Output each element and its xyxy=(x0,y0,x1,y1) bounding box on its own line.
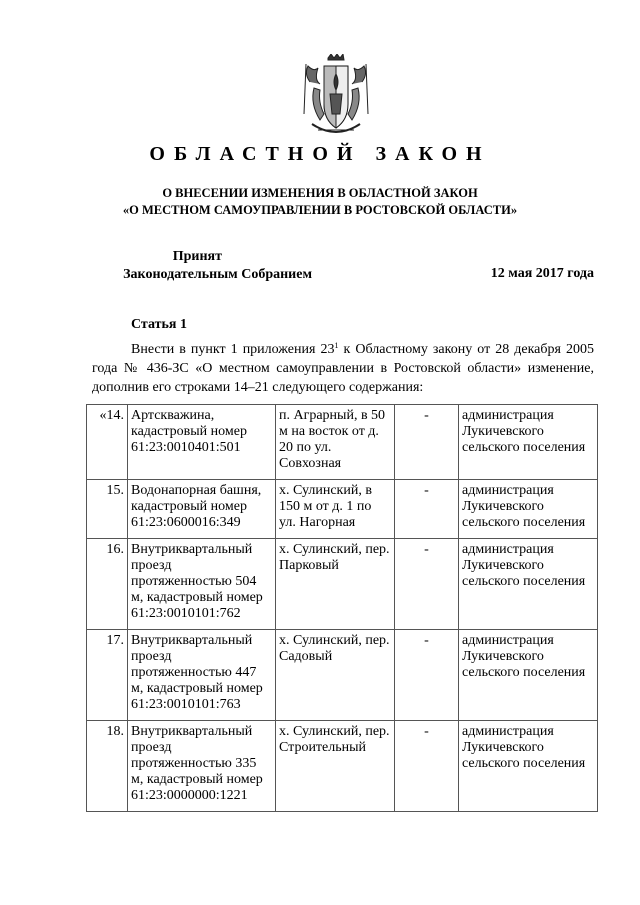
location-cell: п. Аграрный, в 50 м на восток от д. 20 по ул. Совхозная xyxy=(276,405,395,480)
organization-cell: администрация Лукичевского сельского поселения xyxy=(459,721,598,812)
document-title: ОБЛАСТНОЙ ЗАКОН xyxy=(149,143,491,165)
table-row xyxy=(87,405,598,480)
paragraph-superscript: 1 xyxy=(334,341,339,350)
location-cell: х. Сулинский, в 150 м от д. 1 по ул. Нагорная xyxy=(276,480,395,539)
dash-cell: - xyxy=(395,405,459,480)
row-number: «14. xyxy=(87,405,128,480)
row-number: 18. xyxy=(87,721,128,812)
paragraph-text-1: Внести в пункт 1 приложения 23 xyxy=(131,342,335,357)
row-number: 16. xyxy=(87,539,128,630)
dash-cell: - xyxy=(395,480,459,539)
location-cell: х. Сулинский, пер. Парковый xyxy=(276,539,395,630)
table-row xyxy=(87,539,598,630)
coat-of-arms-icon xyxy=(300,54,372,142)
dash-cell: - xyxy=(395,630,459,721)
location-cell: х. Сулинский, пер. Строительный xyxy=(276,721,395,812)
location-cell: х. Сулинский, пер. Садовый xyxy=(276,630,395,721)
article-paragraph xyxy=(92,340,594,397)
object-cell: Внутриквартальный проезд протяженностью 335 м, кадастровый номер 61:23:0000000:1221 xyxy=(128,721,276,812)
table-row xyxy=(87,480,598,539)
table-row xyxy=(87,721,598,812)
amendment-table xyxy=(86,404,598,812)
document-subtitle-line1: О ВНЕСЕНИИ ИЗМЕНЕНИЯ В ОБЛАСТНОЙ ЗАКОН xyxy=(162,186,478,200)
document-subtitle-line2: «О МЕСТНОМ САМОУПРАВЛЕНИИ В РОСТОВСКОЙ ОБЛАСТИ» xyxy=(122,203,518,217)
adoption-date: 12 мая 2017 года xyxy=(490,266,594,281)
adoption-block xyxy=(92,248,312,284)
paragraph-text-2: к Областному закону от 28 декабря 2005 года № 436-ЗС «О местном самоуправлении в Ростовской области» изменение, дополнив его строками 14–21 следующего содержания: xyxy=(92,342,594,395)
organization-cell: администрация Лукичевского сельского поселения xyxy=(459,405,598,480)
object-cell: Водонапорная башня, кадастровый номер 61:23:0600016:349 xyxy=(128,480,276,539)
object-cell: Внутриквартальный проезд протяженностью 504 м, кадастровый номер 61:23:0010101:762 xyxy=(128,539,276,630)
table-row xyxy=(87,630,598,721)
adopted-by: Законодательным Собранием xyxy=(123,267,312,282)
object-cell: Внутриквартальный проезд протяженностью 447 м, кадастровый номер 61:23:0010101:763 xyxy=(128,630,276,721)
organization-cell: администрация Лукичевского сельского поселения xyxy=(459,480,598,539)
article-title: Статья 1 xyxy=(131,317,187,332)
row-number: 15. xyxy=(87,480,128,539)
row-number: 17. xyxy=(87,630,128,721)
organization-cell: администрация Лукичевского сельского поселения xyxy=(459,630,598,721)
object-cell: Артскважина, кадастровый номер 61:23:0010401:501 xyxy=(128,405,276,480)
dash-cell: - xyxy=(395,539,459,630)
organization-cell: администрация Лукичевского сельского поселения xyxy=(459,539,598,630)
dash-cell: - xyxy=(395,721,459,812)
adopted-label: Принят xyxy=(172,249,222,264)
